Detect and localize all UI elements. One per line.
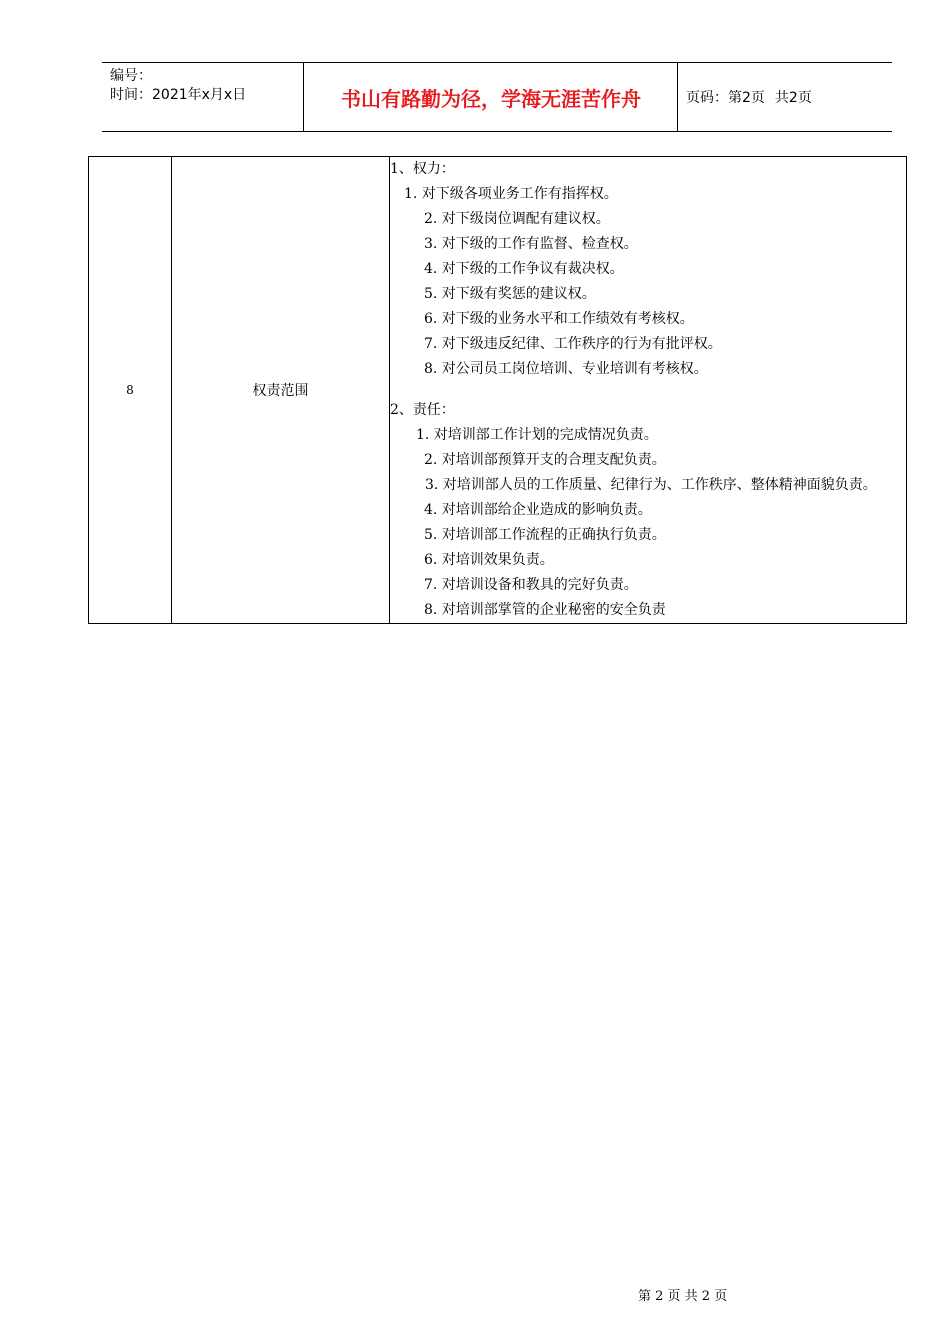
responsibility-item: 2. 对培训部预算开支的合理支配负责。 (424, 452, 666, 468)
authority-item: 8. 对公司员工岗位培训、专业培训有考核权。 (424, 361, 708, 377)
doc-number-label: 编号： (110, 68, 152, 84)
authority-title: 1、权力： (390, 161, 455, 177)
header-meta (110, 67, 300, 105)
authority-item: 2. 对下级岗位调配有建议权。 (424, 211, 610, 227)
header-page-info (686, 63, 812, 131)
responsibility-item: 8. 对培训部掌管的企业秘密的安全负责 (424, 602, 666, 618)
authority-item: 6. 对下级的业务水平和工作绩效有考核权。 (424, 311, 694, 327)
header-motto: 书山有路勤为径，学海无涯苦作舟 (341, 86, 641, 111)
responsibility-table (88, 156, 907, 624)
section-gap (390, 382, 906, 398)
row-content (390, 157, 907, 624)
row-number: 8 (89, 157, 172, 624)
authority-item: 1. 对下级各项业务工作有指挥权。 (404, 186, 618, 202)
header-divider (677, 63, 678, 131)
responsibility-item: 7. 对培训设备和教具的完好负责。 (424, 577, 638, 593)
row-label: 权责范围 (172, 157, 390, 624)
table-row (89, 157, 907, 624)
page-header (102, 62, 892, 132)
doc-time-label: 时间：2021年x月x日 (110, 87, 247, 103)
responsibility-item: 5. 对培训部工作流程的正确执行负责。 (424, 527, 666, 543)
authority-item: 7. 对下级违反纪律、工作秩序的行为有批评权。 (424, 336, 722, 352)
responsibility-item: 6. 对培训效果负责。 (424, 552, 554, 568)
responsibility-item: 4. 对培训部给企业造成的影响负责。 (424, 502, 652, 518)
header-total-label: 共2页 (774, 90, 812, 106)
responsibility-title: 2、责任： (390, 402, 455, 418)
responsibility-item: 1. 对培训部工作计划的完成情况负责。 (416, 427, 658, 443)
authority-item: 3. 对下级的工作有监督、检查权。 (424, 236, 638, 252)
page-footer: 第 2 页 共 2 页 (638, 1289, 728, 1304)
authority-item: 4. 对下级的工作争议有裁决权。 (424, 261, 624, 277)
header-page-label: 页码：第2页 (686, 90, 765, 106)
responsibility-item: 3. 对培训部人员的工作质量、纪律行为、工作秩序、整体精神面貌负责。 (425, 477, 877, 493)
authority-item: 5. 对下级有奖惩的建议权。 (424, 286, 596, 302)
